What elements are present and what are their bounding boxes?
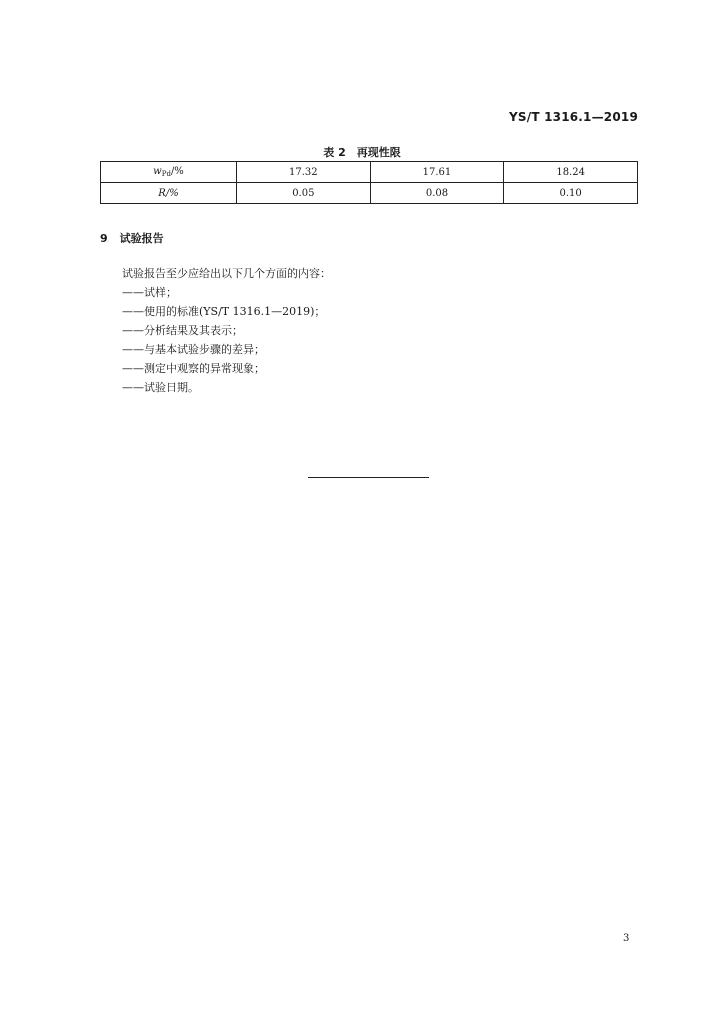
table-row — [101, 183, 638, 204]
row-label-r: R/% — [101, 183, 237, 204]
section-number: 9 — [100, 232, 108, 245]
end-rule — [308, 477, 429, 478]
standard-number: YS/T 1316.1—2019 — [509, 110, 638, 124]
section-body — [122, 264, 331, 397]
list-item: ——试样； — [122, 286, 177, 299]
list-item: ——试验日期。 — [122, 381, 199, 394]
reproducibility-table — [100, 161, 638, 204]
table-cell: 0.08 — [370, 183, 504, 204]
section-title: 试验报告 — [119, 232, 164, 245]
table-cell: 0.05 — [237, 183, 371, 204]
table-cell: 17.32 — [237, 162, 371, 183]
table-row — [101, 162, 638, 183]
section-heading — [100, 230, 164, 246]
table-cell: 18.24 — [504, 162, 638, 183]
row-label-wpd: $w_{Pd}/\%$ — [101, 162, 237, 183]
table-cell: 0.10 — [504, 183, 638, 204]
list-item: ——测定中观察的异常现象； — [122, 362, 265, 375]
table-caption: 表 2 再现性限 — [323, 146, 401, 159]
list-item: ——分析结果及其表示； — [122, 324, 243, 337]
table-cell: 17.61 — [370, 162, 504, 183]
page-number: 3 — [623, 933, 630, 944]
list-item: ——与基本试验步骤的差异； — [122, 343, 265, 356]
intro-text: 试验报告至少应给出以下几个方面的内容： — [122, 267, 331, 280]
list-item: ——使用的标准(YS/T 1316.1—2019)； — [122, 305, 326, 318]
